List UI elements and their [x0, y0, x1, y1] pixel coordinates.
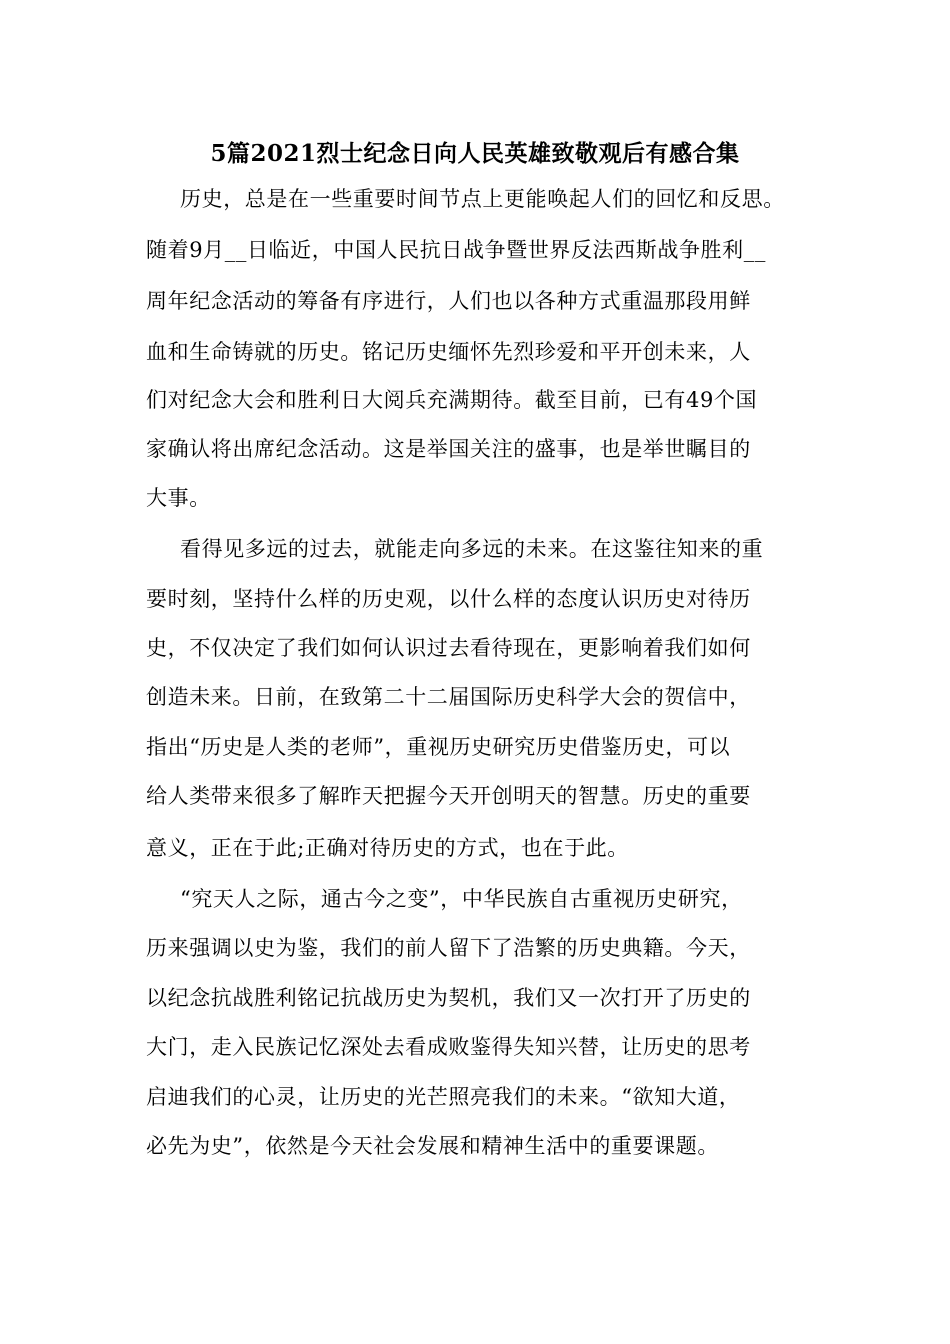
paragraph-1-line-5: 们对纪念大会和胜利日大阅兵充满期待。截至目前，已有49个国	[146, 388, 758, 412]
paragraph-2-line-7: 意义，正在于此;正确对待历史的方式，也在于此。	[146, 836, 629, 860]
paragraph-2-line-5: 指出“历史是人类的老师”，重视历史研究历史借鉴历史，可以	[146, 735, 731, 759]
paragraph-1-line-7: 大事。	[146, 486, 211, 510]
paragraph-2-line-6: 给人类带来很多了解昨天把握今天开创明天的智慧。历史的重要	[146, 784, 751, 808]
paragraph-2-line-3: 史，不仅决定了我们如何认识过去看待现在，更影响着我们如何	[146, 636, 751, 660]
paragraph-1-line-4: 血和生命铸就的历史。铭记历史缅怀先烈珍爱和平开创未来，人	[146, 340, 751, 364]
paragraph-3-line-1: “究天人之际，通古今之变”，中华民族自古重视历史研究，	[180, 887, 743, 911]
paragraph-3-line-4: 大门，走入民族记忆深处去看成败鉴得失知兴替，让历史的思考	[146, 1035, 751, 1059]
paragraph-1-line-2: 随着9月__日临近，中国人民抗日战争暨世界反法西斯战争胜利__	[146, 238, 766, 262]
paragraph-1-line-3: 周年纪念活动的筹备有序进行，人们也以各种方式重温那段用鲜	[146, 289, 751, 313]
paragraph-2-line-4: 创造未来。日前，在致第二十二届国际历史科学大会的贺信中，	[146, 685, 751, 709]
paragraph-2-line-1: 看得见多远的过去，就能走向多远的未来。在这鉴往知来的重	[180, 537, 764, 561]
paragraph-3-line-2: 历来强调以史为鉴，我们的前人留下了浩繁的历史典籍。今天，	[146, 936, 751, 960]
paragraph-3-line-5: 启迪我们的心灵，让历史的光芒照亮我们的未来。“欲知大道，	[146, 1085, 741, 1109]
document-title: 5篇2021烈士纪念日向人民英雄致敬观后有感合集	[210, 140, 740, 167]
paragraph-3-line-3: 以纪念抗战胜利铭记抗战历史为契机，我们又一次打开了历史的	[146, 986, 751, 1010]
paragraph-2-line-2: 要时刻，坚持什么样的历史观，以什么样的态度认识历史对待历	[146, 587, 751, 611]
paragraph-3-line-6: 必先为史”，依然是今天社会发展和精神生活中的重要课题。	[146, 1134, 719, 1158]
paragraph-1-line-6: 家确认将出席纪念活动。这是举国关注的盛事，也是举世瞩目的	[146, 437, 751, 461]
paragraph-1-line-1: 历史，总是在一些重要时间节点上更能唤起人们的回忆和反思。	[180, 187, 785, 211]
